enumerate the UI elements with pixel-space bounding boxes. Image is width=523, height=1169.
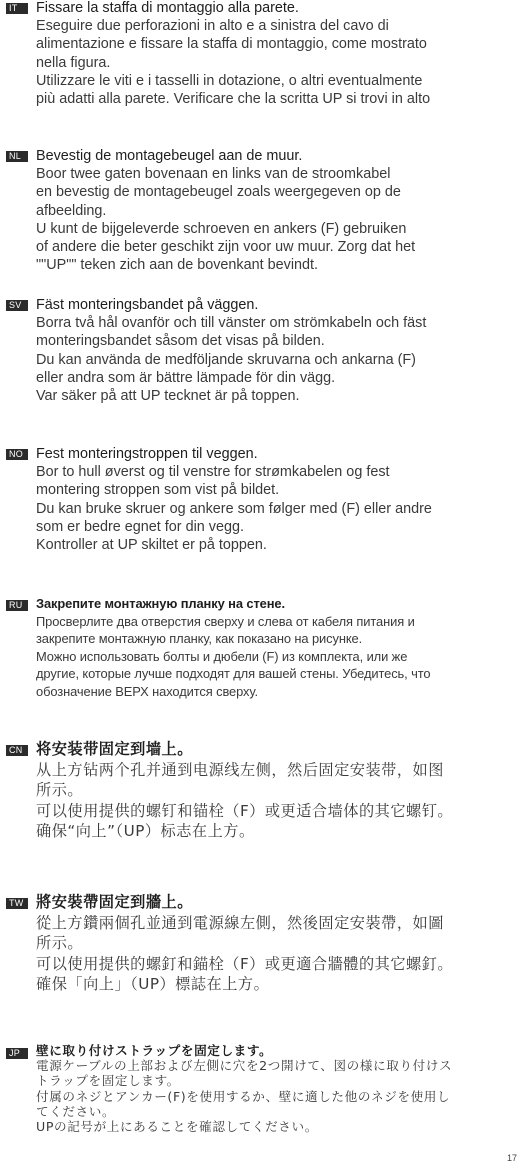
body-line: 付属のネジとアンカー(F)を使用するか、壁に適した他のネジを使用し — [36, 1088, 451, 1104]
body-line: più adatti alla parete. Verificare che la scritta UP si trovi in alto — [36, 91, 431, 108]
body-line: Var säker på att UP tecknet är på toppen. — [36, 388, 300, 405]
body-line: 電源ケーブルの上部および左側に穴を2つ開けて、図の様に取り付けス — [36, 1058, 453, 1074]
body-line: ""UP"" teken zich aan de bovenkant bevindt. — [36, 257, 319, 274]
body-line: 從上方鑽兩個孔並通到電源線左側，然後固定安裝帶，如圖 — [36, 913, 444, 932]
language-badge-tw: TW — [6, 898, 28, 909]
body-line: Boor twee gaten bovenaan en links van de stroomkabel — [36, 166, 391, 183]
body-line: закрепите монтажную планку, как показано на рисунке. — [36, 631, 363, 647]
body-line: afbeelding. — [36, 202, 107, 219]
body-line: alimentazione e fissare la staffa di montaggio, come mostrato — [36, 36, 427, 53]
body-line: Kontroller at UP skiltet er på toppen. — [36, 537, 267, 554]
body-line: 可以使用提供的螺釘和錨栓（F）或更適合牆體的其它螺釘。 — [36, 954, 454, 973]
body-line: eller andra som är bättre lämpade för din vägg. — [36, 369, 336, 386]
body-line: U kunt de bijgeleverde schroeven en ankers (F) gebruiken — [36, 220, 407, 237]
body-line: обозначение ВЕРХ находится сверху. — [36, 683, 258, 699]
section-title-ru: Закрепите монтажную планку на стене. — [36, 596, 285, 611]
language-badge-jp: JP — [6, 1048, 28, 1059]
body-line: Borra två hål ovanför och till vänster om strömkabeln och fäst — [36, 315, 427, 332]
body-line: montering stroppen som vist på bildet. — [36, 482, 280, 499]
language-badge-it: IT — [6, 3, 28, 14]
body-line: Eseguire due perforazioni in alto e a sinistra del cavo di — [36, 18, 389, 35]
body-line: 从上方钻两个孔并通到电源线左侧，然后固定安装带，如图 — [36, 760, 444, 779]
language-badge-ru: RU — [6, 600, 28, 611]
body-line: 所示。 — [36, 781, 84, 800]
section-title-jp: 壁に取り付けストラップを固定します。 — [36, 1043, 273, 1058]
language-badge-sv: SV — [6, 300, 28, 311]
body-line: Du kan bruke skruer og ankere som følger med (F) eller andre — [36, 500, 432, 517]
section-title-it: Fissare la staffa di montaggio alla parete. — [36, 0, 299, 16]
body-line: 可以使用提供的螺钉和锚栓（F）或更适合墙体的其它螺钉。 — [36, 801, 454, 820]
body-line: en bevestig de montagebeugel zoals weergegeven op de — [36, 184, 401, 201]
body-line: 所示。 — [36, 934, 84, 953]
body-line: Bor to hull øverst og til venstre for strømkabelen og fest — [36, 464, 390, 481]
body-line: som er bedre egnet for din vegg. — [36, 518, 244, 535]
page-number: 17 — [506, 1153, 517, 1163]
section-title-nl: Bevestig de montagebeugel aan de muur. — [36, 148, 303, 164]
body-line: Можно использовать болты и дюбели (F) из комплекта, или же — [36, 648, 408, 664]
section-title-sv: Fäst monteringsbandet på väggen. — [36, 297, 259, 313]
body-line: てください。 — [36, 1103, 116, 1119]
language-badge-nl: NL — [6, 151, 28, 162]
language-badge-cn: CN — [6, 745, 28, 756]
body-line: 確保「向上」（UP）標誌在上方。 — [36, 975, 270, 994]
section-title-no: Fest monteringstroppen til veggen. — [36, 446, 258, 462]
body-line: Utilizzare le viti e i tasselli in dotazione, o altri eventualmente — [36, 72, 423, 89]
body-line: Du kan använda de medföljande skruvarna och ankarna (F) — [36, 351, 416, 368]
body-line: トラップを固定します。 — [36, 1073, 180, 1089]
body-line: monteringsbandet såsom det visas på bilden. — [36, 333, 325, 350]
body-line: другие, которые лучше подходят для вашей стены. Убедитесь, что — [36, 666, 431, 682]
body-line: 确保“向上”（UP）标志在上方。 — [36, 822, 255, 841]
section-title-cn: 将安装带固定到墙上。 — [36, 740, 193, 758]
section-title-tw: 將安裝帶固定到牆上。 — [36, 893, 193, 911]
body-line: UPの記号が上にあることを確認してください。 — [36, 1119, 318, 1135]
body-line: of andere die beter geschikt zijn voor uw muur. Zorg dat het — [36, 239, 416, 256]
language-badge-no: NO — [6, 449, 28, 460]
body-line: Просверлите два отверстия сверху и слева от кабеля питания и — [36, 613, 415, 629]
body-line: nella figura. — [36, 54, 111, 71]
